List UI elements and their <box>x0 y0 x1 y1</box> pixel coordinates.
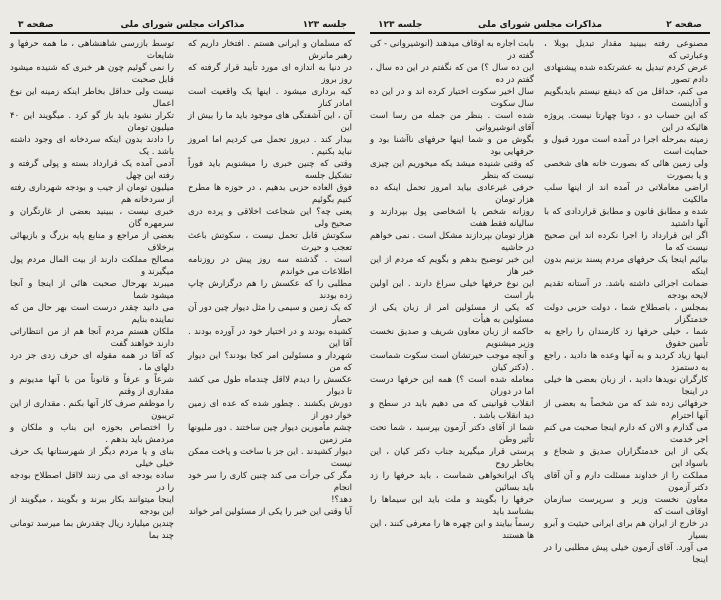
text-line: عکسش را دیدم لااقل چندماه طول می کشد تا دیوار <box>188 375 352 397</box>
text-line: معاون نخست وزیر و سرپرست سازمان اوقاف است که <box>544 495 708 517</box>
text-line: انقلاب قوانینی که می دهیم باید در سطح و دید انقلاب باشد . <box>370 399 534 421</box>
text-line: حرفهائی زده شد که من شخصاً به بعضی از آنها احترام <box>544 399 708 421</box>
text-line: ملکان هستم مردم آنجا هم از من انتظاراتی دارند خواهند گفت <box>10 327 174 349</box>
text-line: مملکت را از خداوند مسئلت دارم و آن آقای دکتر آزمون <box>544 471 708 493</box>
text-line: مصنوعی رفته ببینید مقدار تبدیل بوبلا ، وعبارتی که <box>544 39 708 61</box>
text-line: بمجلس ، باصطلاح شما ، دولت حزبی دولت خدمتگزار <box>544 303 708 325</box>
text-line: ضمانت اجرائی داشته باشد. در آستانه تقدیم لایحه بودجه <box>544 279 708 301</box>
text-line: شما از آقای دکتر آزمون بپرسید ، شما تحت تأثیر وطن <box>370 423 534 445</box>
text-column <box>544 38 708 566</box>
text-line: پاک ایرانخواهی شماست ، باید حرفها را زد باید بسائین <box>370 471 534 493</box>
text-line: میلیون تومان از جیب و بودجه شهرداری رفته از سردخانه هم <box>10 183 174 205</box>
text-line: آن ، این آشفتگی های موجود باید ما را بیش از این <box>188 111 352 133</box>
running-title: مذاکرات مجلس شورای ملی <box>477 20 603 30</box>
text-line: را نمی گوئیم چون هر خبری که شنیده میشود قابل صحبت <box>10 63 174 85</box>
session-number: جلسه ۱۲۳ <box>378 20 423 30</box>
text-line: مصالح مملکت دارند از بیت المال مردم پول میگیرند و <box>10 255 174 277</box>
text-line: پرستی قرار میگیرید جناب دکتر کیان ، این بخاطر روح <box>370 447 534 469</box>
text-line: که مسلمان و ایرانی هستم . افتخار داریم که رهبر مانرش <box>188 39 352 61</box>
text-line: حاکمه از زبان معاون شریف و صدیق نخست وزیر میشنویم <box>370 327 534 349</box>
text-line: چشم مأمورین دیوار چین ساختند . دور ملیونها متر زمین <box>188 423 352 445</box>
text-line: را موظفم صرف کار آنها بکنم . مقداری از این تریبون <box>10 399 174 421</box>
text-line: سکوتش قابل تحمل نیست ، سکوتش باعث تعجب و حیرت <box>188 231 352 253</box>
text-line: وقتی که چنین خبری را میشنویم باید فوراً تشکیل جلسه <box>188 159 352 181</box>
text-line: ولی زمین هائی که بصورت خانه های شخصی و یا بصورت <box>544 159 708 181</box>
text-line: است . گذشته سه روز پیش در روزنامه اطلاعات می خواندم <box>188 255 352 277</box>
text-line: که یکی از مسئولین امر از زبان یکی از مسئولین به هیأت <box>370 303 534 325</box>
session-number: جلسه ۱۲۳ <box>302 20 347 30</box>
text-line: که این حساب دو ، دوتا چهارتا نیست. پروژه هائیکه در این <box>544 111 708 133</box>
text-line: این ده سال ؟) من که نگفتم در این ده سال ، گفتم در ده <box>370 63 534 85</box>
text-line: رسماً بیایند و این چهره ها را معرفی کنند ، این ها هستند <box>370 519 534 541</box>
text-line: آدمی آمده یک قرارداد بسته و پولی گرفته و رفته این چهل <box>10 159 174 181</box>
text-line: در خارج از ایران هم برای ایرانی حیثیت و آبرو بسیار <box>544 519 708 541</box>
text-line: شده است . بنظر من جمله من رسا است آقای انوشیروانی <box>370 111 534 133</box>
text-line: دیوار کشیدند . این جز با ساخت و پاخت ممکن نیست <box>187 447 352 469</box>
text-line: فوق العاده حزبی بدهیم ، در حوزه ها مطرح کنیم بگوئیم <box>188 183 352 205</box>
text-line: را اختصاص بحوزه این بناب و ملکان و مردمش باید بدهم . <box>10 423 174 445</box>
text-line: این نوع حرفها خیلی سراغ دارند . این اولین بار است <box>370 279 534 301</box>
page-number: صفحه ۲ <box>666 20 702 30</box>
text-line: هزار تومان بپردازند مشکل است . نمی خواهم در حاشیه <box>370 231 534 253</box>
text-line: دورش بکشند . چطور شده که عده ای زمین خوار دور از <box>188 399 352 421</box>
text-line: و آنچه موجب حیرتشان است سکوت شماست . (دکتر کیان <box>370 351 534 373</box>
text-line: روزانه شخص یا اشخاصی پول بپردازند و سالیانه فقط هفت <box>370 207 534 229</box>
text-line: کشیده بودند و در اختیار خود در آورده بودند . آقا این <box>188 327 352 349</box>
text-line: که آقا در همه مقوله ای حرف زدی جز درد دلهای ما ، <box>10 351 174 373</box>
text-line: بیائیم اینجا یک حرفهای مردم پسند بزنیم بدون اینکه <box>544 255 708 277</box>
text-line: اراضی معاملاتی در آمده اند از اینها سلب مالکیت <box>544 183 708 205</box>
page-header <box>10 20 355 32</box>
text-column <box>188 38 352 518</box>
text-line: بنای و یا مردم دیگر از شهرستانها یک حرف خیلی خیلی <box>10 447 174 469</box>
page-header <box>370 20 710 32</box>
text-line: مطلبی را که عکسش را هم درگزارش چاپ زده بودند <box>188 279 352 301</box>
text-line: یکی از این خدمتگزاران صدیق و شجاع و باسواد این <box>544 447 708 469</box>
text-line: اینجا میتوانند بکار ببرند و بگویند ، میگویند از این بودجه <box>10 495 174 517</box>
text-line: معامله شده است ؟) همه این حرفها درست اما در دوران <box>370 375 534 397</box>
text-line: نیست ولی حداقل بخاطر اینکه زمینه این نوع اعمال <box>10 87 174 109</box>
text-line: شهردار و مسئولین امر کجا بودند؟ این دیوار که من <box>188 351 352 373</box>
text-line: اینها زیاد کردید و به آنها وعده ها دادید ، راجع به دستمزد <box>544 351 708 373</box>
text-line: تکرار نشود باید باز گو کرد . میگویند این ۴۰ میلیون تومان <box>10 111 174 133</box>
text-line: شده و مطابق قانون و مطابق قراردادی که با آنها داشتید <box>544 207 708 229</box>
text-line: بیدار کند . دیروز تحمل می کردیم اما امروز نباید بکنیم . <box>188 135 352 157</box>
text-column <box>10 38 174 542</box>
text-line: بعضی از مراجع و منابع پایه بزرگ و بازیهائی برخلاف <box>10 231 174 253</box>
running-title: مذاکرات مجلس شورای ملی <box>120 20 245 30</box>
text-line: بگوش من و شما اینها حرفهای ناآشنا بود و حرفهایی بود <box>370 135 534 157</box>
text-line: می دانید چقدر درست است بهر حال من که نماینده بنایم <box>10 303 174 325</box>
text-line: سال اخیر سکوت اختیار کرده اند و در این ده سال سکوت <box>370 87 534 109</box>
text-line: دهد؟! <box>331 495 352 505</box>
text-line: را دادند بدون اینکه سردخانه ای وجود داشته باشد . یک <box>10 135 174 157</box>
text-line: توسط بازرسی شاهنشاهی ، ما همه حرفها و شایعات <box>10 39 174 61</box>
text-line: می گذارم و الان که دارم اینجا صحبت می کنم اجر خدمت <box>544 423 708 445</box>
text-line: کارگران نویدها دادید ، از زبان بعضی ها خیلی در اینجا <box>544 375 708 397</box>
text-line: حرفی غیرعادی بیاید امروز تحمل اینکه ده هزار تومان <box>370 183 534 205</box>
text-line: بابت اجاره به اوقاف میدهند (انوشیروانی - کی گفته در <box>369 39 534 61</box>
text-line: خبری نیست ، ببینید بعضی از غارتگران و سرمهره گان <box>10 207 174 229</box>
text-line: که یک زمین و سیمی را مثل دیوار چین دور آن حصار <box>188 303 352 325</box>
text-line: آیا وقتی این خبر را یکی از مسئولین امر خواند <box>188 507 352 517</box>
header-rule <box>370 32 710 34</box>
text-line: چندین میلیارد ریال چقدرش بما میرسد تومانی چند بما <box>10 519 174 541</box>
text-line: شرعاً و عرفاً و قانوناً من با آنها مدیونم و مقداری از وقتم <box>10 375 174 397</box>
text-line: یعنی چه؟ این شجاعت اخلاقی و پرده دری صحیح ولی <box>188 207 352 229</box>
text-line: اگر این قرارداد را اجرا نکرده اند این صحیح نیست که ما <box>544 231 708 253</box>
text-line: عرض کردم تبدیل به عشرتکده شده پیشنهادی دادم تصور <box>544 63 708 85</box>
text-line: در دنیا به اندازه ای مورد تأیید قرار گرفته که روز بروز <box>188 63 352 85</box>
text-line: شما ، خیلی حرفها زد کارمندان را راجع به تأمین حقوق <box>544 327 708 349</box>
text-line: می کنم، حداقل من که ذینفع نیستم بایدبگویم و آذاینست <box>544 87 708 109</box>
text-line: میبرند بهرحال صحبت هائی از اینجا و آنجا میشود شما <box>10 279 174 301</box>
text-line: که وقتی شنیده میشد یکه میخوریم این چیزی نیست که بنظر <box>370 159 534 181</box>
text-line: کیه برداری میشود . اینها یک واقعیت است امادر کنار <box>188 87 352 109</box>
text-line: این خبر توضیح بدهم و بگویم که مردم از این خبر هاز <box>370 255 534 277</box>
text-line: زمینه بمرحله اجرا در آمده است مورد قبول و حمایت است <box>544 135 708 157</box>
text-line: مگر کی جرأت می کند چنین کاری را سر خود انجام <box>188 471 352 493</box>
text-line: ساده بودجه ای می زنند لااقل اصطلاح بودجه را در <box>10 471 174 493</box>
header-rule <box>10 32 355 34</box>
text-column <box>370 38 534 542</box>
page-number: صفحه ۳ <box>18 20 54 30</box>
text-line: می آورد. آقای آزمون خیلی پیش مطلبی را در اینجا <box>544 543 708 565</box>
text-line: حرفها را بگویند و ملت باید این سیماها را بشناسد باید <box>370 495 534 517</box>
